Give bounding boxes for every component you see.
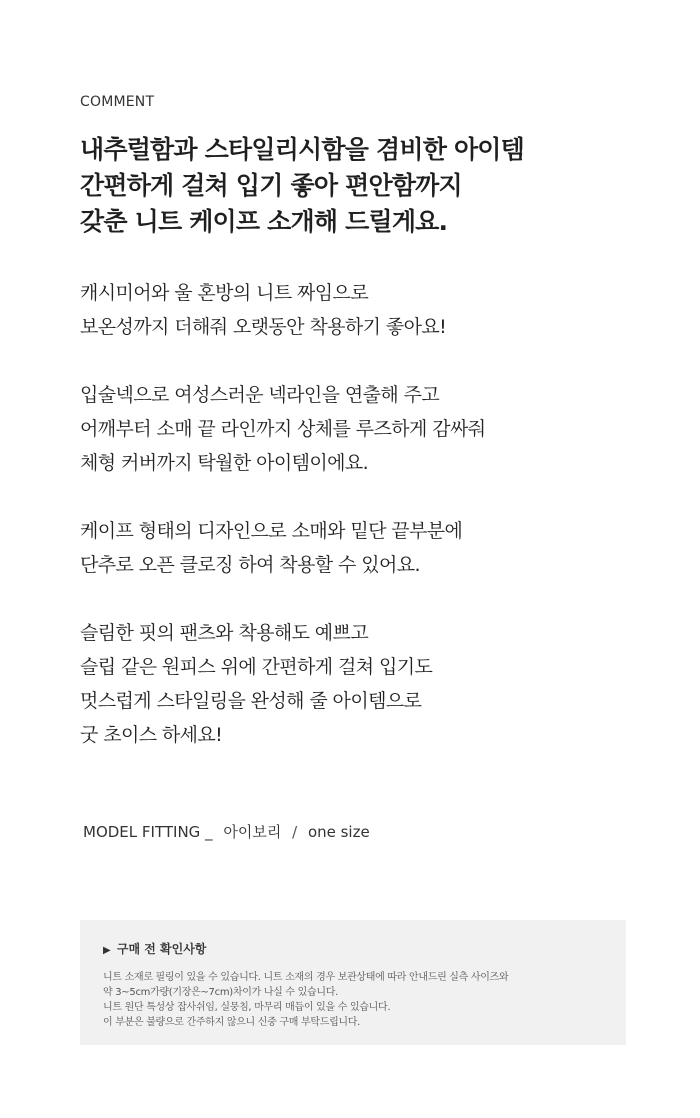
headline-line: 내추럴함과 스타일리시함을 겸비한 아이템 [80,135,525,164]
purchase-notice-box [80,920,626,1045]
notice-line: 이 부분은 불량으로 간주하지 않으니 신중 구매 부탁드립니다. [103,1017,361,1028]
headline-line: 간편하게 걸쳐 입기 좋아 편안함까지 [80,171,462,200]
model-fitting-label: MODEL FITTING _ [83,823,213,841]
description-line: 멋스럽게 스타일링을 완성해 줄 아이템으로 [80,690,422,712]
notice-line: 니트 소재로 필링이 있을 수 있습니다. 니트 소재의 경우 보관상태에 따라 안내드린 실측 사이즈와 [103,972,509,983]
notice-title-text: 구매 전 확인사항 [116,942,207,956]
model-fitting-size: one size [307,823,370,841]
headline [80,132,524,240]
description-paragraph [80,378,485,480]
description-line: 슬림한 핏의 팬츠와 착용해도 예쁘고 [80,622,369,644]
description-line: 입술넥으로 여성스러운 넥라인을 연출해 주고 [80,384,440,406]
headline-line: 갖춘 니트 케이프 소개해 드릴게요. [80,207,448,236]
description-paragraph [80,514,485,582]
comment-label: COMMENT [80,94,155,110]
notice-line: 약 3~5cm가량(기장은~7cm)차이가 나실 수 있습니다. [103,987,338,998]
description-line: 체형 커버까지 탁월한 아이템이에요. [80,452,369,474]
description-line: 캐시미어와 울 혼방의 니트 짜임으로 [80,282,369,304]
description-line: 굿 초이스 하세요! [80,724,223,746]
description-paragraph [80,276,485,344]
model-fitting-color: 아이보리 [223,823,282,841]
model-fitting-separator: / [292,823,298,841]
triangle-right-icon: ▶ [103,945,111,956]
description-body [80,276,485,786]
description-line: 어깨부터 소매 끝 라인까지 상체를 루즈하게 감싸줘 [80,418,486,440]
model-fitting-info [83,821,370,842]
description-line: 케이프 형태의 디자인으로 소매와 밑단 끝부분에 [80,520,463,542]
notice-title [103,940,206,957]
notice-line: 니트 원단 특성상 잡사쉬임, 실뭉침, 마무리 매듭이 있을 수 있습니다. [103,1002,391,1013]
notice-body [103,970,508,1030]
description-line: 단추로 오픈 클로징 하여 착용할 수 있어요. [80,554,420,576]
description-line: 슬립 같은 원피스 위에 간편하게 걸쳐 입기도 [80,656,433,678]
description-paragraph [80,616,485,752]
description-line: 보온성까지 더해줘 오랫동안 착용하기 좋아요! [80,316,447,338]
